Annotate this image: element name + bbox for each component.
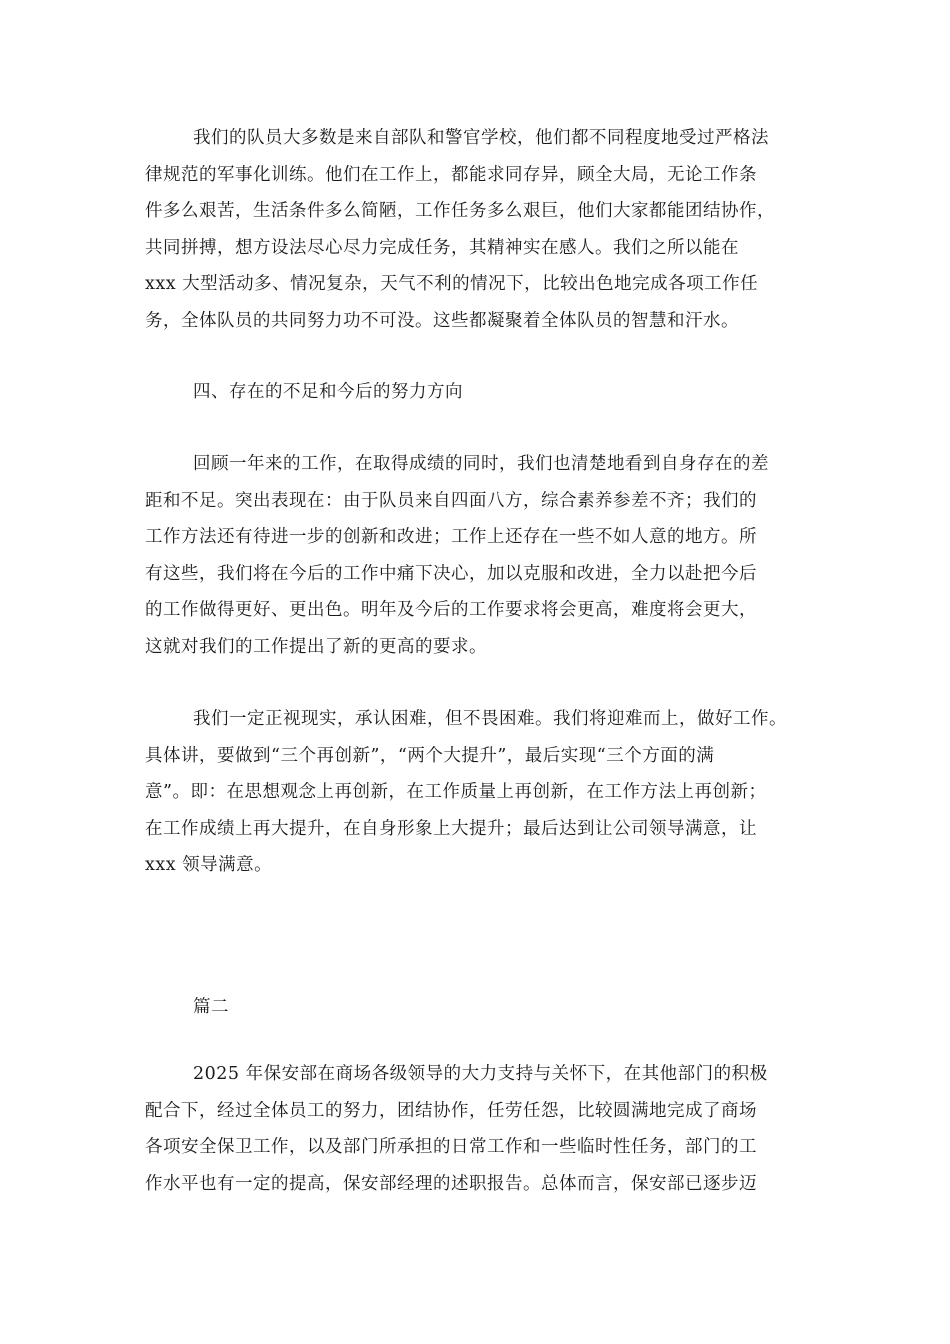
- section-heading: 篇二: [193, 997, 229, 1017]
- paragraph-line: 共同拼搏，想方设法尽心尽力完成任务，其精神实在感人。我们之所以能在: [145, 237, 739, 258]
- paragraph-line: 配合下，经过全体员工的努力，团结协作，任劳任怨，比较圆满地完成了商场: [145, 1100, 757, 1121]
- paragraph-line: 我们的队员大多数是来自部队和警官学校，他们都不同程度地受过严格法: [193, 128, 769, 148]
- paragraph-line: 工作方法还有待进一步的创新和改进；工作上还存在一些不如人意的地方。所: [145, 527, 757, 547]
- paragraph-line: 这就对我们的工作提出了新的更高的要求。: [145, 636, 487, 657]
- paragraph-line: xxx 领导满意。: [145, 855, 273, 875]
- paragraph-line: 回顾一年来的工作，在取得成绩的同时，我们也清楚地看到自身存在的差: [193, 454, 769, 474]
- paragraph-line: 我们一定正视现实，承认困难，但不畏困难。我们将迎难而上，做好工作。: [193, 709, 787, 729]
- paragraph-line: 作水平也有一定的提高，保安部经理的述职报告。总体而言，保安部已逐步迈: [145, 1173, 757, 1194]
- section-heading-shortcomings: [145, 374, 825, 410]
- paragraph-line: xxx 大型活动多、情况复杂，天气不利的情况下，比较出色地完成各项工作任: [145, 274, 759, 294]
- paragraph-security-dept: [145, 1056, 825, 1202]
- paragraph-line: 距和不足。突出表现在：由于队员来自四面八方，综合素养参差不齐；我们的: [145, 490, 757, 511]
- paragraph-line: 务，全体队员的共同努力功不可没。这些都凝聚着全体队员的智慧和汗水。: [145, 310, 739, 331]
- paragraph-line: 件多么艰苦，生活条件多么简陋，工作任务多么艰巨，他们大家都能团结协作，: [145, 201, 775, 221]
- paragraph-team-members: [145, 120, 825, 339]
- paragraph-line: 律规范的军事化训练。他们在工作上，都能求同存异，顾全大局，无论工作条: [145, 164, 757, 185]
- paragraph-line: 在工作成绩上再大提升，在自身形象上大提升；最后达到让公司领导满意，让: [145, 818, 757, 839]
- section-heading-part-two: [145, 989, 825, 1025]
- paragraph-line: 2025 年保安部在商场各级领导的大力支持与关怀下，在其他部门的积极: [193, 1064, 768, 1084]
- section-heading: 四、存在的不足和今后的努力方向: [193, 382, 463, 402]
- paragraph-review: [145, 446, 825, 665]
- paragraph-line: 各项安全保卫工作，以及部门所承担的日常工作和一些临时性任务，部门的工: [145, 1137, 757, 1157]
- paragraph-line: 意”。即：在思想观念上再创新，在工作质量上再创新，在工作方法上再创新；: [145, 782, 767, 802]
- paragraph-resolve: [145, 701, 825, 884]
- paragraph-line: 有这些，我们将在今后的工作中痛下决心，加以克服和改进，全力以赴把今后: [145, 563, 757, 584]
- paragraph-line: 的工作做得更好、更出色。明年及今后的工作要求将会更高，难度将会更大，: [145, 600, 757, 620]
- paragraph-line: 具体讲，要做到“三个再创新”，“两个大提升”，最后实现“三个方面的满: [145, 745, 715, 766]
